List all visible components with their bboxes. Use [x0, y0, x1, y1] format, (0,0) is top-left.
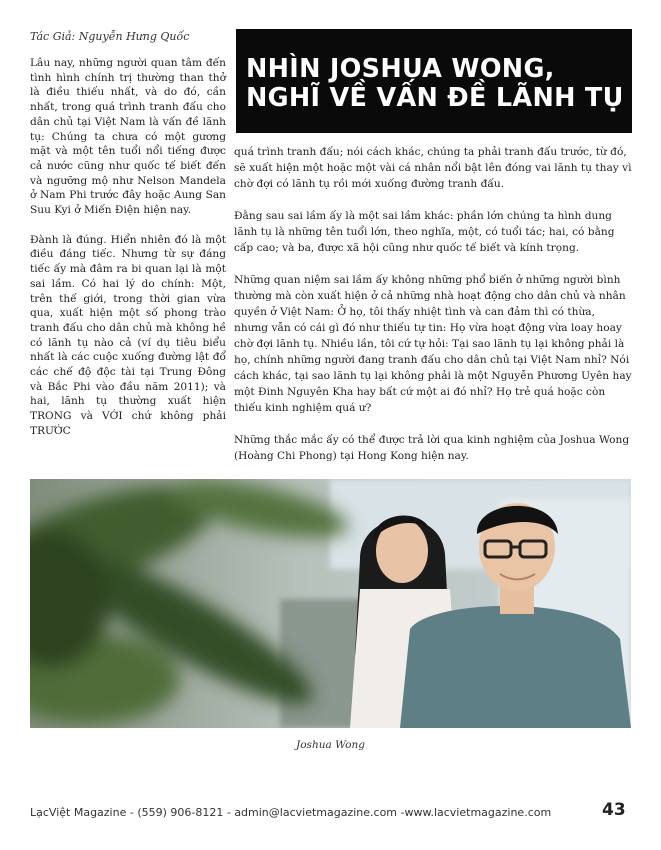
paragraph: Đằng sau sai lầm ấy là một sai lầm khác: phần lớn chúng ta hình dung lãnh tụ là những tên tuổi lớn, theo nghĩa, một, có tuổi tác; hai, có bằng cấp cao; và ba, được xã hội cũng như quốc tế biết và kính trọng. [234, 210, 615, 254]
article-title [246, 55, 624, 113]
page-footer: LạcViệt Magazine - (559) 906-8121 - admin@lacvietmagazine.com -www.lacvietmagazine.com [30, 806, 552, 819]
photo-illustration [30, 479, 631, 728]
byline: Tác Giả: Nguyễn Hưng Quốc [30, 30, 190, 43]
page-number: 43 [602, 800, 626, 820]
article-photo [30, 479, 631, 728]
article-column-left [30, 56, 226, 439]
paragraph: Lâu nay, những người quan tâm đến tình hình chính trị thường than thở là điều thiếu nhất, và do đó, cần nhất, trong quá trình tranh đấu cho dân chủ tại Việt Nam là vấn đề lãnh tụ: Chúng ta chưa có một gương mặt và một tên tuổi nổi tiếng được cả nước cũng như quốc tế biết đến và ngưỡng mộ như Nelson Mandela ở Nam Phi trước đây hoặc Aung San Suu Kyi ở Miến Điện hiện nay. [30, 57, 226, 217]
title-line: NGHĨ VỀ VẤN ĐỀ LÃNH TỤ [246, 83, 624, 113]
paragraph: Những quan niệm sai lầm ấy không những phổ biến ở những người bình thường mà còn xuất hiện ở cả những nhà hoạt động cho dân chủ và nhân quyền ở Việt Nam: Ở họ, tôi thấy nhiệt tình và can đảm thì có thừa, nhưng vẫn có cái gì đó như thiếu tự tin: Họ vừa hoạt động vừa loay hoay chờ đợi lãnh tụ. Nhiều lần, tôi cứ tự hỏi: Tại sao lãnh tụ lại không phải là họ, chính những người đang tranh đấu cho dân chủ tại Việt Nam nhỉ? Nói cách khác, tại sao lãnh tụ lại không phải là một Nguyễn Phương Uyên hay một Đinh Nguyên Kha hay bất cứ một ai đó nhỉ? Họ trẻ quá hoặc còn thiếu kinh nghiệm quá ư? [234, 274, 632, 414]
article-title-box [236, 29, 632, 133]
paragraph: quá trình tranh đấu; nói cách khác, chúng ta phải tranh đấu trước, từ đó, sẽ xuất hiện một hoặc một vài cá nhân nổi bật lên đóng vai lãnh tụ thay vì chờ đợi có lãnh tụ rồi mới xuống đường tranh đấu. [234, 146, 632, 190]
title-line: NHÌN JOSHUA WONG, [246, 54, 555, 84]
photo-caption: Joshua Wong [296, 739, 365, 751]
paragraph: Những thắc mắc ấy có thể được trả lời qua kinh nghiệm của Joshua Wong (Hoàng Chi Phong) tại Hong Kong hiện nay. [234, 434, 630, 462]
article-column-right [234, 144, 632, 480]
paragraph: Đành là đúng. Hiển nhiên đó là một điều đáng tiếc. Nhưng từ sự đáng tiếc ấy mà đâm ra bi quan lại là một sai lầm. Có hai lý do chính: Một, trên thế giới, trong thời gian vừa qua, xuất hiện một số phong trào tranh đấu cho dân chủ mà không hề có lãnh tụ nào cả (ví dụ tiêu biểu nhất là các cuộc xuống đường lật đổ các chế độ độc tài tại Trung Đông và Bắc Phi vào đầu năm 2011); và hai, lãnh tụ thường xuất hiện TRONG và VỚI chứ không phải TRƯỚC [30, 233, 226, 437]
